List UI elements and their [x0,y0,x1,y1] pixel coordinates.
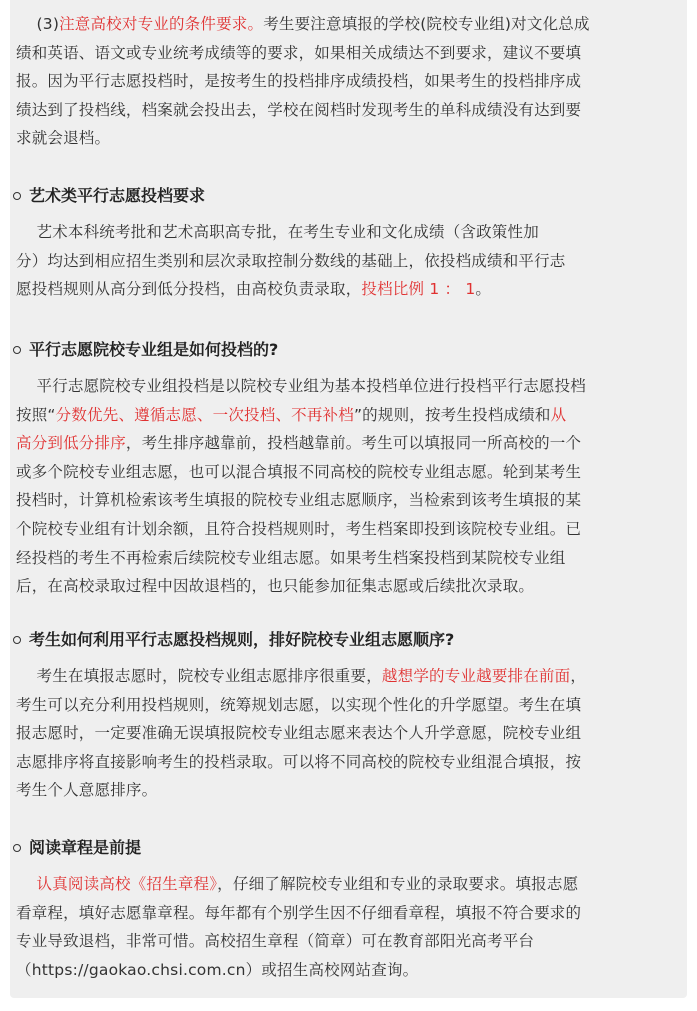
text-run: 考生要注意填报的学校(院校专业组)对文化总成 [263,15,590,33]
heading-text: 考生如何利用平行志愿投档规则，排好院校专业组志愿顺序? [29,630,455,649]
circle-bullet-icon [13,346,21,354]
highlight-text: 分数优先、遵循志愿、一次投档、不再补档 [55,405,354,424]
text-run: ， [570,667,587,685]
text-line: 报志愿时，一定要准确无误填报院校专业组志愿来表达个人升学意愿，院校专业组 [16,724,582,743]
text-run: 考生在填报志愿时，院校专业组志愿排序很重要， [16,667,382,685]
text-line: （https://gaokao.chsi.com.cn）或招生高校网站查询。 [16,960,419,979]
text-line [16,870,666,899]
highlight-text: 从 [550,405,567,424]
text-line: 志愿排序将直接影响考生的投档录取。可以将不同高校的院校专业组混合填报，按 [16,752,582,771]
text-run: ，仔细了解院校专业组和专业的录取要求。填报志愿 [217,875,579,893]
text-line: 艺术本科统考批和艺术高职高专批，在考生专业和文化成绩（含政策性加 [16,223,539,241]
highlight-text: 认真阅读高校《招生章程》 [36,875,218,893]
text-line: 绩和英语、语文或专业统考成绩等的要求，如果相关成绩达不到要求，建议不要填 [16,43,582,62]
text-run: ，考生排序越靠前，投档越靠前。考生可以填报同一所高校的一个 [125,434,582,453]
text-line: 后，在高校录取过程中因故退档的，也只能参加征集志愿或后续批次录取。 [16,577,535,596]
text-line: 分）均达到相应招生类别和层次录取控制分数线的基础上，依投档成绩和平行志 [16,251,566,270]
highlight-text: 投档比例 1 ： 1 [361,280,476,299]
text-run [16,875,37,893]
text-line [16,662,666,691]
text-run: 按照“ [16,405,56,424]
heading-text: 平行志愿院校专业组是如何投档的? [29,340,279,359]
text-line: 平行志愿院校专业组投档是以院校专业组为基本投档单位进行投档平行志愿投档 [16,377,587,395]
paragraph-art-rules [16,218,666,304]
text-line [16,429,666,458]
circle-bullet-icon [13,192,21,200]
heading-text: 艺术类平行志愿投档要求 [29,186,206,205]
text-line: 投档时，计算机检索该考生填报的院校专业组志愿顺序，当检索到该考生填报的某 [16,491,582,510]
text-line: 绩达到了投档线，档案就会投出去，学校在阅档时发现考生的单科成绩没有达到要 [16,100,582,119]
text-line: 考生个人意愿排序。 [16,781,158,800]
text-line: 专业导致退档，非常可惜。高校招生章程（简章）可在教育部阳光高考平台 [16,932,535,951]
paragraph-charter [16,870,666,984]
section-heading-group-process [13,336,663,364]
highlight-text: 注意高校对专业的条件要求。 [59,15,264,33]
highlight-text: 越想学的专业越要排在前面 [381,667,571,685]
paragraph-course-requirements [16,10,666,153]
section-heading-art [13,182,663,210]
text-line: 或多个院校专业组志愿，也可以混合填报不同高校的院校专业组志愿。轮到某考生 [16,462,582,481]
text-line: 看章程，填好志愿靠章程。每年都有个别学生因不仔细看章程，填报不符合要求的 [16,903,582,922]
text-line [16,275,666,304]
circle-bullet-icon [13,636,21,644]
text-run: (3) [16,15,60,33]
text-run: 。 [475,280,492,299]
circle-bullet-icon [13,844,21,852]
text-line: 报。因为平行志愿投档时，是按考生的投档排序成绩投档，如果考生的投档排序成 [16,72,582,91]
highlight-text: 高分到低分排序 [16,434,126,453]
text-run: ”的规则，按考生投档成绩和 [353,405,551,424]
text-line: 经投档的考生不再检索后续院校专业组志愿。如果考生档案投档到某院校专业组 [16,548,566,567]
text-line: 考生可以充分利用投档规则，统筹规划志愿，以实现个性化的升学愿望。考生在填 [16,695,582,714]
section-heading-ordering [13,626,663,654]
text-line [16,401,666,430]
paragraph-group-process [16,372,666,601]
section-heading-charter [13,834,663,862]
text-line [16,10,666,39]
paragraph-ordering [16,662,666,805]
text-run: 愿投档规则从高分到低分投档，由高校负责录取， [16,280,362,299]
text-line: 个院校专业组有计划余额，且符合投档规则时，考生档案即投到该院校专业组。已 [16,519,582,538]
text-line: 求就会退档。 [16,129,111,148]
heading-text: 阅读章程是前提 [29,838,142,857]
